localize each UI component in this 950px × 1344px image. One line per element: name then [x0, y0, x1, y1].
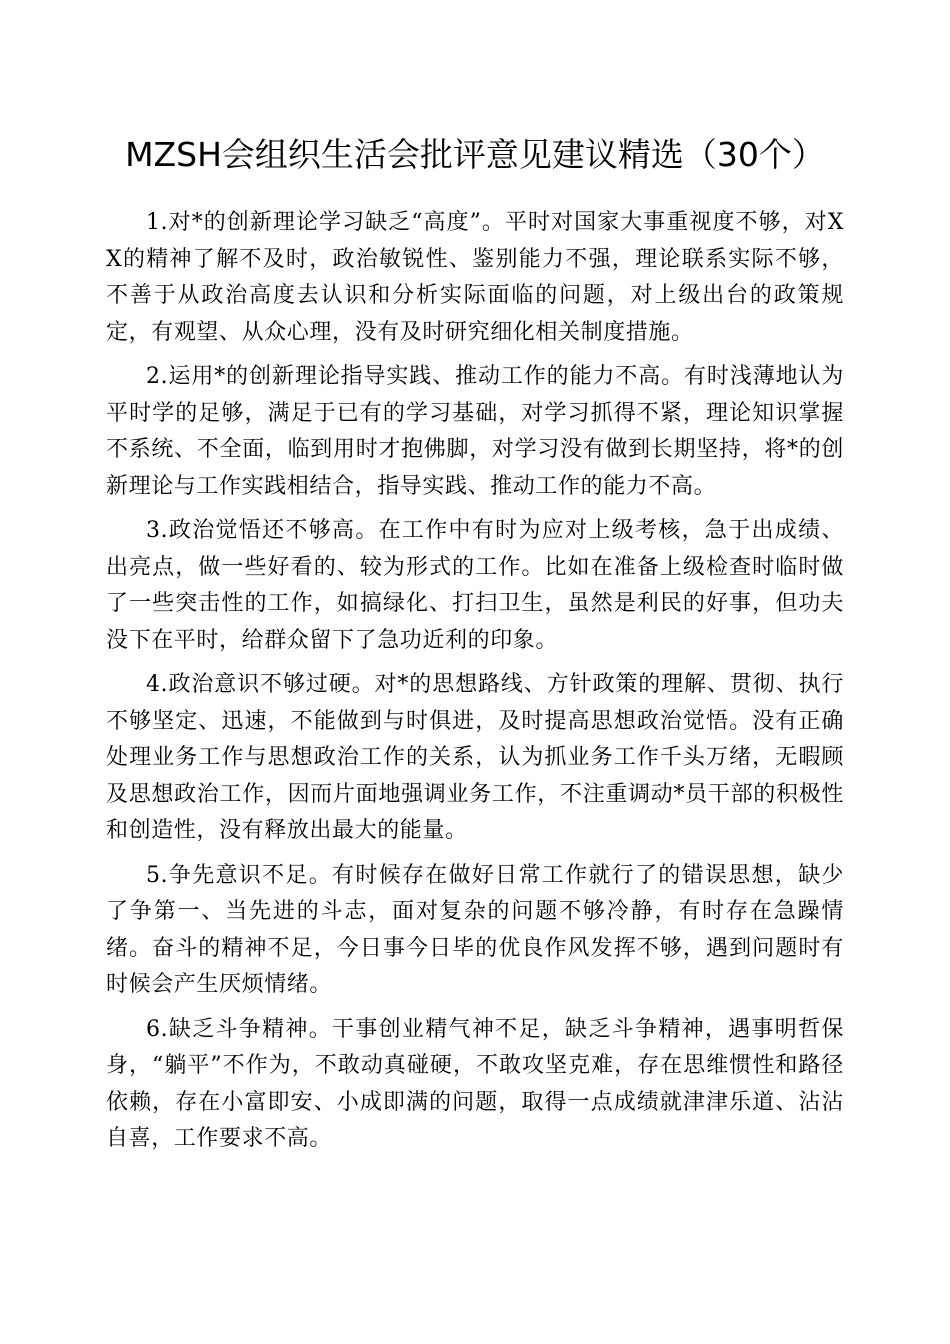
document-title: MZSH会组织生活会批评意见建议精选（30个）	[125, 135, 825, 174]
suggestion-item-6: 6.缺乏斗争精神。干事创业精气神不足，缺乏斗争精神，遇事明哲保身，“躺平”不作为，不敢动真碰硬，不敢攻坚克难，存在思维惯性和路径依赖，存在小富即安、小成即满的问题，取得一点成绩就津津乐道、沾沾自喜，工作要求不高。	[106, 1016, 844, 1151]
suggestion-item-4: 4.政治意识不够过硬。对*的思想路线、方针政策的理解、贯彻、执行不够坚定、迅速，不能做到与时俱进，及时提高思想政治觉悟。没有正确处理业务工作与思想政治工作的关系，认为抓业务工作千头万绪，无暇顾及思想政治工作，因而片面地强调业务工作，不注重调动*员干部的积极性和创造性，没有释放出最大的能量。	[106, 672, 844, 843]
suggestion-item-5: 5.争先意识不足。有时候存在做好日常工作就行了的错误思想，缺少了争第一、当先进的斗志，面对复杂的问题不够冷静，有时存在急躁情绪。奋斗的精神不足，今日事今日毕的优良作风发挥不够，遇到问题时有时候会产生厌烦情绪。	[106, 862, 844, 997]
suggestion-list	[106, 205, 844, 1158]
suggestion-item-3: 3.政治觉悟还不够高。在工作中有时为应对上级考核，急于出成绩、出亮点，做一些好看的、较为形式的工作。比如在准备上级检查时临时做了一些突击性的工作，如搞绿化、打扫卫生，虽然是利民的好事，但功夫没下在平时，给群众留下了急功近利的印象。	[106, 518, 844, 653]
suggestion-item-2: 2.运用*的创新理论指导实践、推动工作的能力不高。有时浅薄地认为平时学的足够，满足于已有的学习基础，对学习抓得不紧，理论知识掌握不系统、不全面，临到用时才抱佛脚，对学习没有做到长期坚持，将*的创新理论与工作实践相结合，指导实践、推动工作的能力不高。	[106, 364, 844, 499]
suggestion-item-1: 1.对*的创新理论学习缺乏“高度”。平时对国家大事重视度不够，对XX的精神了解不及时，政治敏锐性、鉴别能力不强，理论联系实际不够，不善于从政治高度去认识和分析实际面临的问题，对上级出台的政策规定，有观望、从众心理，没有及时研究细化相关制度措施。	[106, 210, 844, 345]
